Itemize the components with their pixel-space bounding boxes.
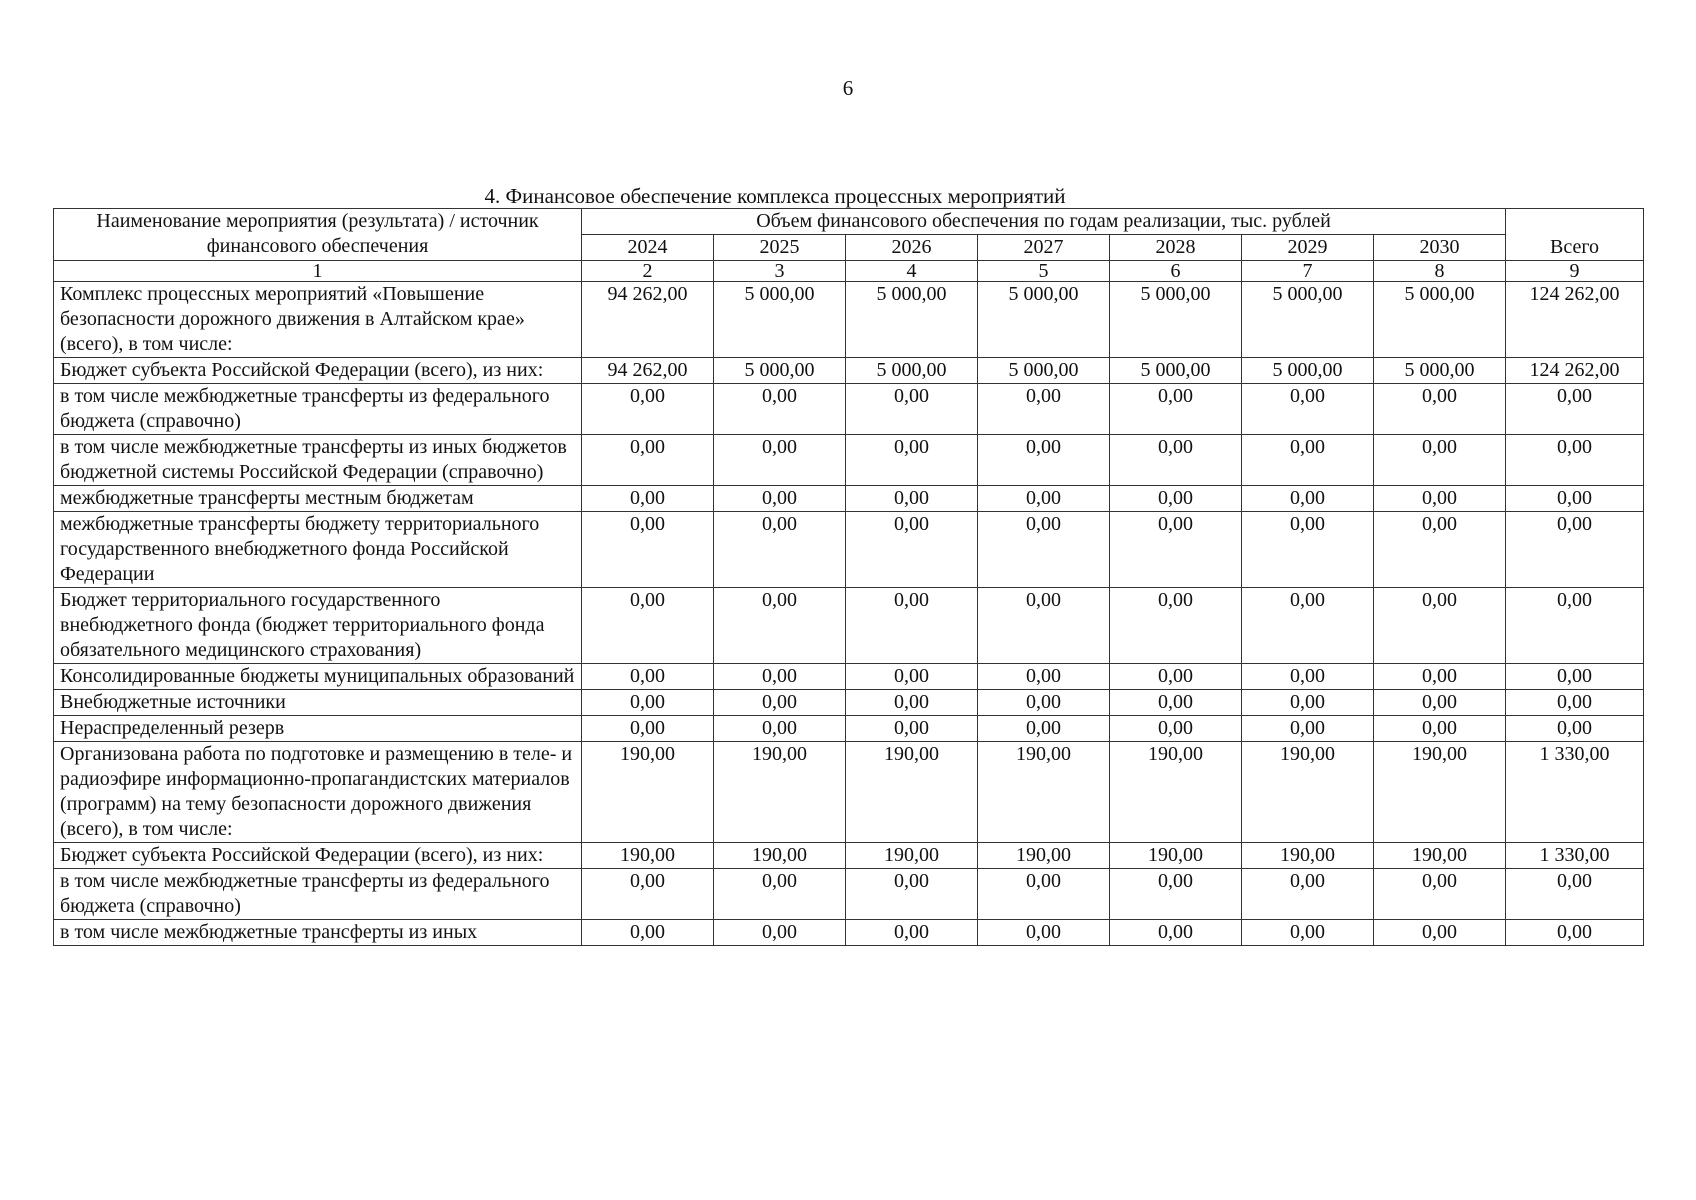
year-header: 2030 <box>1374 235 1506 261</box>
row-value: 5 000,00 <box>1374 358 1506 384</box>
row-value: 0,00 <box>714 588 846 664</box>
table-row <box>54 690 1644 716</box>
row-value: 0,00 <box>714 435 846 486</box>
row-value: 190,00 <box>1242 843 1374 869</box>
row-value: 0,00 <box>1506 716 1644 742</box>
row-value: 5 000,00 <box>846 358 978 384</box>
row-value: 0,00 <box>1374 512 1506 588</box>
row-value: 0,00 <box>846 690 978 716</box>
row-value: 0,00 <box>978 435 1110 486</box>
row-value: 0,00 <box>1374 869 1506 920</box>
row-name: межбюджетные трансферты местным бюджетам <box>54 486 582 512</box>
row-value: 5 000,00 <box>1242 358 1374 384</box>
row-name: Бюджет территориального государственного внебюджетного фонда (бюджет территориального фонда обязательного медицинского страхования) <box>54 588 582 664</box>
row-name: Бюджет субъекта Российской Федерации (всего), из них: <box>54 843 582 869</box>
row-value: 0,00 <box>1110 512 1242 588</box>
row-value: 94 262,00 <box>582 358 714 384</box>
row-value: 0,00 <box>1110 435 1242 486</box>
row-name: Консолидированные бюджеты муниципальных образований <box>54 664 582 690</box>
row-value: 0,00 <box>1242 486 1374 512</box>
row-value: 0,00 <box>1374 716 1506 742</box>
year-header: 2029 <box>1242 235 1374 261</box>
section-title: 4. Финансовое обеспечение комплекса процессных мероприятий <box>484 184 1066 208</box>
row-name: в том числе межбюджетные трансферты из иных бюджетов бюджетной системы Российской Федерации (справочно) <box>54 435 582 486</box>
row-value: 0,00 <box>846 384 978 435</box>
row-value: 0,00 <box>978 384 1110 435</box>
header-volume: Объем финансового обеспечения по годам реализации, тыс. рублей <box>582 209 1506 235</box>
row-name: Бюджет субъекта Российской Федерации (всего), из них: <box>54 358 582 384</box>
row-value: 0,00 <box>714 512 846 588</box>
row-name: в том числе межбюджетные трансферты из иных <box>54 920 582 946</box>
row-value: 0,00 <box>846 512 978 588</box>
row-value: 0,00 <box>1110 384 1242 435</box>
row-value: 0,00 <box>1242 716 1374 742</box>
row-value: 0,00 <box>1374 435 1506 486</box>
row-value: 0,00 <box>582 869 714 920</box>
row-value: 0,00 <box>1242 588 1374 664</box>
column-index: 6 <box>1110 261 1242 282</box>
table-row <box>54 384 1644 435</box>
column-index: 7 <box>1242 261 1374 282</box>
year-header: 2026 <box>846 235 978 261</box>
row-value: 0,00 <box>1374 588 1506 664</box>
table-row <box>54 869 1644 920</box>
row-value: 190,00 <box>846 843 978 869</box>
row-value: 0,00 <box>582 435 714 486</box>
row-value: 190,00 <box>978 742 1110 843</box>
row-name: в том числе межбюджетные трансферты из федерального бюджета (справочно) <box>54 869 582 920</box>
column-index: 4 <box>846 261 978 282</box>
row-value: 0,00 <box>846 486 978 512</box>
row-value: 124 262,00 <box>1506 358 1644 384</box>
row-value: 0,00 <box>1374 664 1506 690</box>
row-value: 0,00 <box>714 486 846 512</box>
table-row <box>54 843 1644 869</box>
row-value: 190,00 <box>714 843 846 869</box>
row-value: 0,00 <box>978 869 1110 920</box>
row-value: 5 000,00 <box>714 358 846 384</box>
row-value: 0,00 <box>846 716 978 742</box>
row-value: 0,00 <box>1242 664 1374 690</box>
row-value: 0,00 <box>1506 435 1644 486</box>
row-value: 0,00 <box>1242 869 1374 920</box>
row-value: 0,00 <box>1110 869 1242 920</box>
row-value: 5 000,00 <box>714 282 846 358</box>
row-value: 0,00 <box>1110 920 1242 946</box>
row-value: 0,00 <box>978 664 1110 690</box>
row-value: 94 262,00 <box>582 282 714 358</box>
row-value: 190,00 <box>582 843 714 869</box>
table-row <box>54 486 1644 512</box>
row-value: 190,00 <box>1110 843 1242 869</box>
column-index: 8 <box>1374 261 1506 282</box>
row-value: 0,00 <box>978 716 1110 742</box>
row-value: 0,00 <box>1506 869 1644 920</box>
row-value: 0,00 <box>582 486 714 512</box>
row-value: 190,00 <box>1110 742 1242 843</box>
row-value: 0,00 <box>1506 920 1644 946</box>
table-row <box>54 716 1644 742</box>
row-value: 0,00 <box>978 486 1110 512</box>
row-value: 0,00 <box>714 716 846 742</box>
header-total: Всего <box>1506 209 1644 261</box>
row-value: 190,00 <box>1374 843 1506 869</box>
row-value: 0,00 <box>714 920 846 946</box>
row-value: 0,00 <box>714 664 846 690</box>
row-value: 5 000,00 <box>846 282 978 358</box>
row-value: 0,00 <box>846 435 978 486</box>
year-header: 2025 <box>714 235 846 261</box>
table-row <box>54 920 1644 946</box>
row-name: Нераспределенный резерв <box>54 716 582 742</box>
row-value: 0,00 <box>714 869 846 920</box>
row-value: 0,00 <box>582 664 714 690</box>
row-value: 124 262,00 <box>1506 282 1644 358</box>
row-value: 0,00 <box>582 512 714 588</box>
table-row <box>54 358 1644 384</box>
row-value: 5 000,00 <box>1374 282 1506 358</box>
row-value: 0,00 <box>1506 384 1644 435</box>
column-index: 3 <box>714 261 846 282</box>
row-value: 190,00 <box>1374 742 1506 843</box>
row-value: 0,00 <box>1374 486 1506 512</box>
row-value: 5 000,00 <box>1242 282 1374 358</box>
row-name: Комплекс процессных мероприятий «Повышение безопасности дорожного движения в Алтайском крае» (всего), в том числе: <box>54 282 582 358</box>
row-value: 1 330,00 <box>1506 843 1644 869</box>
row-value: 0,00 <box>978 920 1110 946</box>
row-value: 5 000,00 <box>1110 358 1242 384</box>
row-value: 0,00 <box>1242 384 1374 435</box>
row-value: 0,00 <box>582 716 714 742</box>
table-row <box>54 512 1644 588</box>
row-value: 5 000,00 <box>1110 282 1242 358</box>
row-name: в том числе межбюджетные трансферты из федерального бюджета (справочно) <box>54 384 582 435</box>
column-index: 1 <box>54 261 582 282</box>
row-value: 0,00 <box>978 512 1110 588</box>
column-index: 9 <box>1506 261 1644 282</box>
row-value: 0,00 <box>1506 512 1644 588</box>
row-value: 0,00 <box>846 588 978 664</box>
table-body <box>54 282 1644 946</box>
row-value: 0,00 <box>582 690 714 716</box>
row-value: 0,00 <box>1242 920 1374 946</box>
row-value: 0,00 <box>582 920 714 946</box>
row-value: 0,00 <box>846 869 978 920</box>
row-value: 0,00 <box>978 690 1110 716</box>
row-name: Внебюджетные источники <box>54 690 582 716</box>
table-row <box>54 435 1644 486</box>
row-value: 0,00 <box>1374 920 1506 946</box>
column-index: 5 <box>978 261 1110 282</box>
row-value: 190,00 <box>1242 742 1374 843</box>
row-value: 0,00 <box>1242 690 1374 716</box>
row-value: 0,00 <box>1110 664 1242 690</box>
year-header: 2024 <box>582 235 714 261</box>
row-value: 0,00 <box>1506 486 1644 512</box>
table-row <box>54 664 1644 690</box>
column-index: 2 <box>582 261 714 282</box>
row-name: межбюджетные трансферты бюджету территориального государственного внебюджетного фонда Российской Федерации <box>54 512 582 588</box>
row-value: 1 330,00 <box>1506 742 1644 843</box>
row-value: 0,00 <box>1110 716 1242 742</box>
row-value: 0,00 <box>1110 588 1242 664</box>
row-value: 0,00 <box>1506 690 1644 716</box>
table-row <box>54 742 1644 843</box>
row-value: 0,00 <box>978 588 1110 664</box>
row-value: 0,00 <box>714 384 846 435</box>
table-row <box>54 588 1644 664</box>
row-value: 190,00 <box>978 843 1110 869</box>
column-index-row <box>54 261 1644 282</box>
row-value: 0,00 <box>1242 435 1374 486</box>
row-name: Организована работа по подготовке и размещению в теле- и радиоэфире информационно-пропагандистских материалов (программ) на тему безопасности дорожного движения (всего), в том числе: <box>54 742 582 843</box>
header-name: Наименование мероприятия (результата) / источник финансового обеспечения <box>54 209 582 261</box>
row-value: 0,00 <box>1110 690 1242 716</box>
row-value: 190,00 <box>582 742 714 843</box>
row-value: 5 000,00 <box>978 358 1110 384</box>
row-value: 0,00 <box>1506 664 1644 690</box>
row-value: 190,00 <box>714 742 846 843</box>
year-header: 2027 <box>978 235 1110 261</box>
year-header: 2028 <box>1110 235 1242 261</box>
row-value: 0,00 <box>1374 384 1506 435</box>
page-number: 6 <box>842 76 854 100</box>
row-value: 190,00 <box>846 742 978 843</box>
row-value: 0,00 <box>1374 690 1506 716</box>
row-value: 0,00 <box>1242 512 1374 588</box>
row-value: 0,00 <box>846 664 978 690</box>
row-value: 5 000,00 <box>978 282 1110 358</box>
financing-table <box>53 208 1644 946</box>
row-value: 0,00 <box>582 588 714 664</box>
row-value: 0,00 <box>582 384 714 435</box>
table-row <box>54 282 1644 358</box>
row-value: 0,00 <box>846 920 978 946</box>
row-value: 0,00 <box>714 690 846 716</box>
row-value: 0,00 <box>1110 486 1242 512</box>
row-value: 0,00 <box>1506 588 1644 664</box>
